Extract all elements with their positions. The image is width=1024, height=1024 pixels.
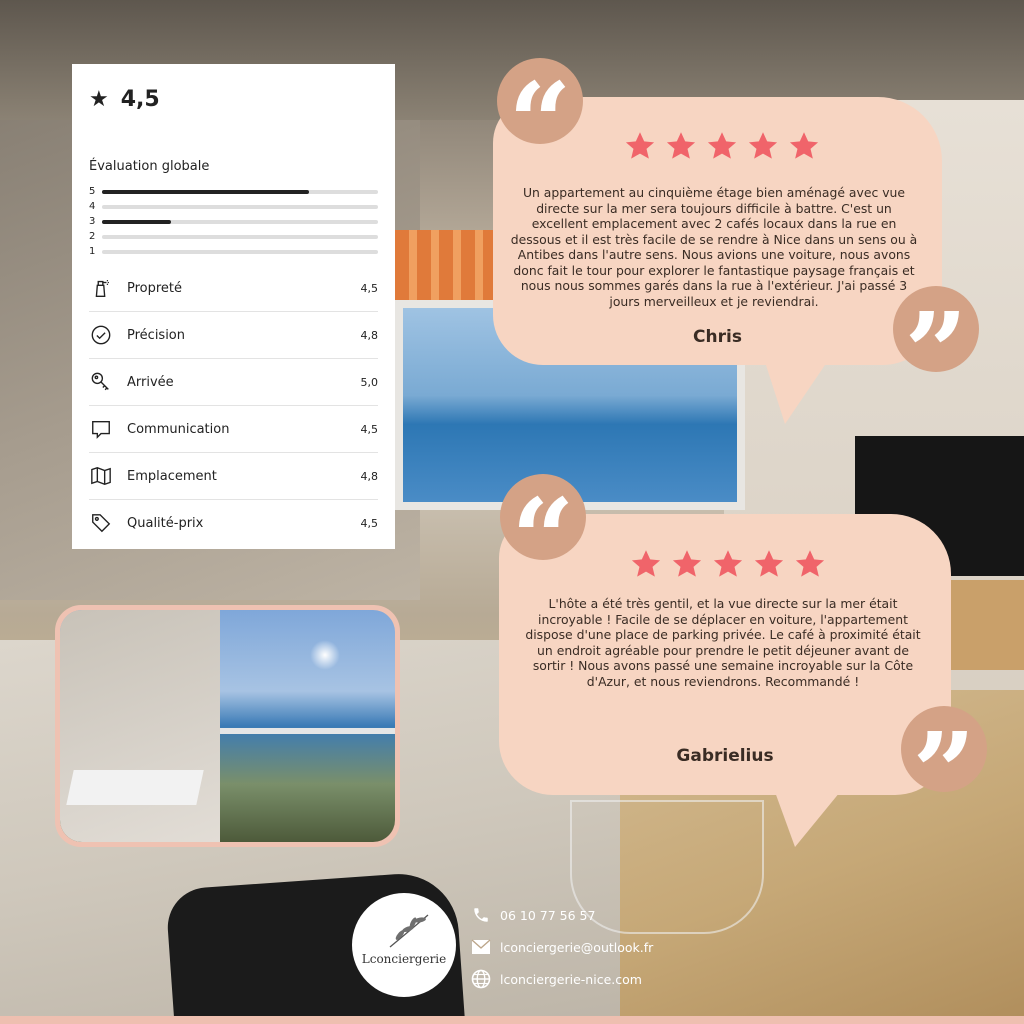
category-value: 4,5 (360, 281, 378, 295)
contact-phone[interactable] (470, 904, 595, 926)
close-quote-icon: ” (893, 286, 979, 372)
category-row (89, 500, 378, 546)
category-label: Qualité-prix (127, 515, 204, 531)
category-row (89, 359, 378, 406)
review-stars-1 (624, 131, 829, 161)
star-icon (671, 549, 703, 579)
star-icon (788, 131, 820, 161)
distribution-bar-track (102, 250, 378, 254)
distribution-bar-track (102, 205, 378, 209)
price-tag-icon (89, 511, 113, 535)
category-value: 4,8 (360, 328, 378, 342)
category-value: 4,5 (360, 422, 378, 436)
overall-score: 4,5 (120, 86, 160, 112)
distribution-row (89, 184, 378, 199)
star-icon (624, 131, 656, 161)
bottom-accent-strip (0, 1016, 1024, 1024)
distribution-bar-fill (102, 220, 171, 224)
star-icon (665, 131, 697, 161)
star-icon (630, 549, 662, 579)
category-label: Arrivée (127, 374, 174, 390)
category-row (89, 312, 378, 359)
contact-website[interactable] (470, 968, 642, 990)
category-value: 5,0 (360, 375, 378, 389)
distribution-bar-track (102, 235, 378, 239)
category-label: Communication (127, 421, 230, 437)
category-value: 4,8 (360, 469, 378, 483)
phone-number: 06 10 77 56 57 (500, 907, 596, 923)
close-quote-icon: ” (901, 706, 987, 792)
overall-rating (89, 82, 378, 116)
distribution-star-label: 5 (89, 186, 96, 197)
check-circle-icon (89, 323, 113, 347)
map-icon (89, 464, 113, 488)
open-quote-icon: “ (497, 58, 583, 144)
distribution-row (89, 229, 378, 244)
category-row (89, 453, 378, 500)
category-label: Propreté (127, 280, 183, 296)
open-quote-icon: “ (500, 474, 586, 560)
category-value: 4,5 (360, 516, 378, 530)
star-icon (706, 131, 738, 161)
spray-bottle-icon (89, 276, 113, 300)
bubble-tail-1 (765, 362, 827, 424)
star-icon (794, 549, 826, 579)
distribution-bar-track (102, 190, 378, 194)
apartment-photo (55, 605, 400, 847)
distribution-star-label: 2 (89, 231, 96, 242)
distribution-bar-fill (102, 190, 309, 194)
distribution-row (89, 214, 378, 229)
overall-rating-label: Évaluation globale (89, 159, 210, 174)
contact-email[interactable] (470, 936, 653, 958)
distribution-star-label: 4 (89, 201, 96, 212)
rating-summary-card (72, 64, 395, 549)
category-ratings (89, 265, 378, 546)
logo-text: Lconciergerie (361, 952, 447, 966)
bubble-tail-2 (775, 792, 840, 847)
reviewer-name-1: Chris (693, 327, 742, 347)
envelope-icon (470, 936, 492, 958)
distribution-bar-track (102, 220, 378, 224)
key-icon (89, 370, 113, 394)
review-stars-2 (630, 549, 835, 579)
email-address: lconciergerie@outlook.fr (500, 939, 654, 955)
category-label: Précision (127, 327, 186, 343)
leaf-branch-icon (386, 911, 432, 951)
review-text-1: Un appartement au cinquième étage bien aménagé avec vue directe sur la mer sera toujours difficile à battre. C'est un excellent emplacement avec 2 cafés locaux dans la rue en dessous et il est très facile de se rendre à Nice dans un sens ou à Antibes dans l'autre sens. Nous avions une voiture, nous avons donc fait le tour pour explorer le fantastique paysage français et nous nous sommes garés dans la rue à l'extérieur. J'ai passé 3 jours merveilleux et je reviendrai. (510, 185, 918, 309)
globe-icon (470, 968, 492, 990)
company-logo (352, 893, 456, 997)
reviewer-name-2: Gabrielius (676, 746, 774, 766)
category-label: Emplacement (127, 468, 217, 484)
distribution-row (89, 199, 378, 214)
distribution-star-label: 1 (89, 246, 96, 257)
category-row (89, 265, 378, 312)
review-text-2: L'hôte a été très gentil, et la vue directe sur la mer était incroyable ! Facile de se déplacer en voiture, l'appartement dispose d'une place de parking privée. Le café à proximité était un endroit agréable pour prendre le petit déjeuner avant de sortir ! Nous avons passé une semaine incroyable sur la Côte d'Azur, et nous reviendrons. Recommandé ! (525, 596, 921, 689)
category-row (89, 406, 378, 453)
rating-distribution (89, 184, 378, 259)
star-icon (747, 131, 779, 161)
website-url: lconciergerie-nice.com (500, 971, 642, 987)
chat-bubble-icon (89, 417, 113, 441)
phone-icon (470, 904, 492, 926)
star-icon (753, 549, 785, 579)
star-icon (712, 549, 744, 579)
distribution-star-label: 3 (89, 216, 96, 227)
distribution-row (89, 244, 378, 259)
star-icon: ★ (89, 86, 109, 112)
